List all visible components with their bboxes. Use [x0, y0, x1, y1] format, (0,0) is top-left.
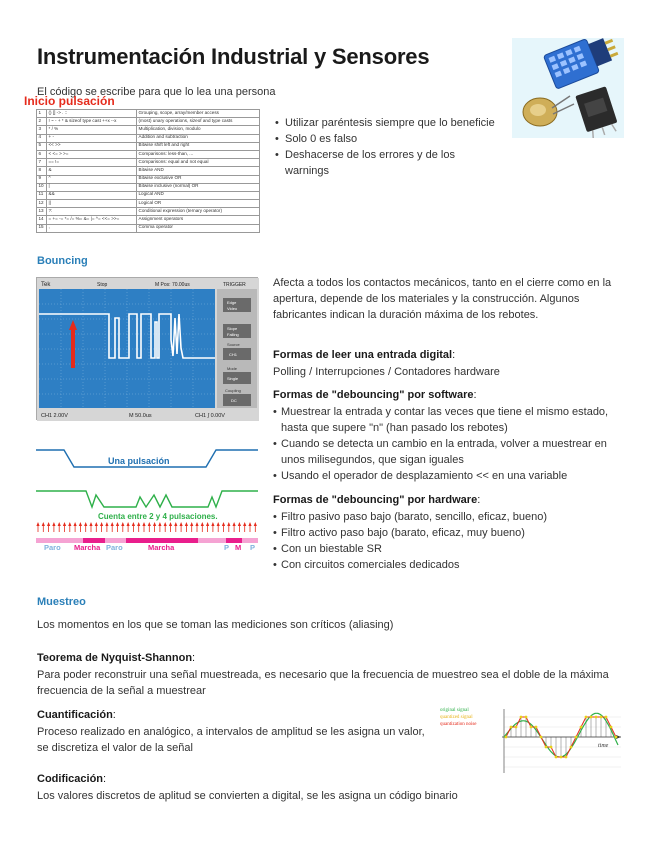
segment-p: P — [224, 543, 230, 552]
precedence-cell: == != — [47, 159, 137, 167]
precedence-cell: , — [47, 224, 137, 232]
sample-arrow — [89, 522, 92, 532]
cuantificacion-heading: Cuantificación: — [37, 709, 116, 721]
quantized-sample — [605, 716, 608, 719]
sw-list — [273, 404, 623, 484]
precedence-cell: 13 — [37, 208, 47, 216]
scope-single-label: Single — [227, 376, 239, 381]
precedence-row — [37, 118, 260, 126]
precedence-cell: Grouping, scope, array/member access — [137, 110, 260, 118]
muestreo-intro: Los momentos en los que se toman las mediciones son críticos (aliasing) — [37, 619, 394, 631]
sample-arrow — [217, 522, 220, 532]
sw-item: • Muestrear la entrada y contar las veces que tiene el mismo estado, hasta que supere "n" (han pasado los rebotes) — [273, 404, 623, 436]
precedence-row — [37, 208, 260, 216]
scope-tek-label: Tek — [41, 282, 51, 288]
bouncing-description: Afecta a todos los contactos mecánicos, tanto en el cierre como en la apertura, depende de los materiales y la construcción. Algunos fabricantes indican la duración máxima de los rebotes. — [273, 277, 612, 321]
precedence-cell: Conditional expression (ternary operator) — [137, 208, 260, 216]
sample-arrow — [127, 522, 130, 532]
quantized-sample — [615, 736, 618, 739]
sample-arrow — [116, 522, 119, 532]
scope-stop-label: Stop — [97, 282, 108, 288]
precedence-cell: 5 — [37, 142, 47, 150]
precedence-cell: Bitwise exclusive OR — [137, 175, 260, 183]
precedence-cell: Comparisons: less-than, ... — [137, 150, 260, 158]
sample-arrow — [233, 522, 236, 532]
precedence-cell: Comma operator — [137, 224, 260, 232]
codificacion-heading: Codificación: — [37, 773, 107, 785]
nyquist-text: Para poder reconstruir una señal muestreada, es necesario que la frecuencia de muestreo sea el doble de la máxima frecuencia de la señal a muestrear — [37, 669, 609, 697]
precedence-cell: 10 — [37, 183, 47, 191]
sample-arrow — [243, 522, 246, 532]
scope-mpos-label: M Pos: 70.00us — [155, 282, 190, 288]
precedence-row — [37, 200, 260, 208]
precedence-cell: Assignment operators — [137, 216, 260, 224]
sample-arrow — [132, 522, 135, 532]
cuenta-label: Cuenta entre 2 y 4 pulsaciones. — [98, 512, 218, 521]
precedence-cell: 15 — [37, 224, 47, 232]
muestreo-heading: Muestreo — [37, 596, 86, 608]
scope-coupling-label: Coupling — [225, 388, 241, 393]
precedence-cell: << >> — [47, 142, 137, 150]
precedence-cell: 1 — [37, 110, 47, 118]
precedence-cell: 3 — [37, 126, 47, 134]
precedence-row — [37, 150, 260, 158]
sample-arrow — [47, 522, 50, 532]
sample-arrow — [169, 522, 172, 532]
precedence-cell: ! ~ - + * & sizeof type cast ++x --x — [47, 118, 137, 126]
sample-arrow — [238, 522, 241, 532]
quantized-sample — [590, 716, 593, 719]
precedence-cell: Logical AND — [137, 191, 260, 199]
precedence-cell: Multiplication, division, modulo — [137, 126, 260, 134]
sample-arrow — [164, 522, 167, 532]
precedence-row — [37, 159, 260, 167]
page-title: Instrumentación Industrial y Sensores — [37, 44, 430, 69]
quantization-image — [438, 703, 621, 777]
precedence-cell: Comparisons: equal and not equal — [137, 159, 260, 167]
quantized-sample — [595, 716, 598, 719]
quantized-sample — [515, 726, 518, 729]
precedence-cell: 11 — [37, 191, 47, 199]
quantized-sample — [575, 736, 578, 739]
sample-arrow — [158, 522, 161, 532]
scope-inicio-label: Inicio pulsación — [24, 94, 115, 108]
sample-arrow — [180, 522, 183, 532]
precedence-cell: & — [47, 167, 137, 175]
precedence-cell: 14 — [37, 216, 47, 224]
precedence-cell: ^ — [47, 175, 137, 183]
quantized-sample — [610, 726, 613, 729]
scope-dc-label: DC — [231, 398, 237, 403]
scope-time-div: M 50.0us — [129, 413, 152, 419]
sample-arrow — [84, 522, 87, 532]
segment-marcha: Marcha — [148, 543, 175, 552]
scope-ch1-label: CH1 — [229, 352, 238, 357]
sample-arrow — [95, 522, 98, 532]
hw-item: • Filtro pasivo paso bajo (barato, sencillo, eficaz, bueno) — [273, 509, 623, 525]
scope-trigger-label: TRIGGER — [223, 282, 246, 288]
quantized-sample — [580, 726, 583, 729]
hw-item: • Filtro activo paso bajo (barato, eficaz, muy bueno) — [273, 525, 623, 541]
scope-trigger-level: CH1 ∫ 0.00V — [195, 413, 225, 419]
sample-arrow — [211, 522, 214, 532]
precedence-cell: || — [47, 200, 137, 208]
precedence-cell: () [] -> . :: — [47, 110, 137, 118]
precedence-cell: < <= > >= — [47, 150, 137, 158]
quantized-sample — [555, 756, 558, 759]
page-subtitle: El código se escribe para que lo lea una persona — [37, 86, 276, 98]
read-heading: Formas de leer una entrada digital: — [273, 349, 456, 361]
sample-arrow — [148, 522, 151, 532]
oscilloscope-image — [36, 277, 258, 420]
quantized-sample — [520, 716, 523, 719]
quantized-sample — [505, 736, 508, 739]
sample-arrow — [100, 522, 103, 532]
hw-item: • Con circuitos comerciales dedicados — [273, 557, 623, 573]
precedence-row — [37, 183, 260, 191]
precedence-cell: && — [47, 191, 137, 199]
precedence-cell: ?: — [47, 208, 137, 216]
precedence-cell: 12 — [37, 200, 47, 208]
segment-marcha: Marcha — [74, 543, 101, 552]
segment-p: P — [250, 543, 256, 552]
precedence-cell: Bitwise AND — [137, 167, 260, 175]
segment-m: M — [235, 543, 242, 552]
sample-arrow — [190, 522, 193, 532]
tip-item: • Utilizar paréntesis siempre que lo beneficie — [275, 115, 500, 131]
scope-video-label: Video — [227, 306, 238, 311]
sw-heading: Formas de "debouncing" por software: — [273, 389, 477, 401]
codificacion-text: Los valores discretos de aplitud se convierten a digital, se les asigna un código binario — [37, 790, 458, 802]
quantized-sample — [565, 756, 568, 759]
scope-edge-label: Edge — [227, 300, 237, 305]
quantized-sample — [550, 746, 553, 749]
tip-item: • Deshacerse de los errores y de los warnings — [275, 147, 500, 179]
precedence-row — [37, 216, 260, 224]
quantized-sample — [530, 726, 533, 729]
quantized-sample — [585, 716, 588, 719]
precedence-row — [37, 142, 260, 150]
sample-arrow — [52, 522, 55, 532]
precedence-cell: Addition and subtraction — [137, 134, 260, 142]
read-text: Polling / Interrupciones / Contadores hardware — [273, 366, 500, 378]
precedence-cell: 6 — [37, 150, 47, 158]
precedence-row — [37, 110, 260, 118]
sample-arrow — [206, 522, 209, 532]
precedence-cell: + - — [47, 134, 137, 142]
precedence-cell: Logical OR — [137, 200, 260, 208]
precedence-cell: * / % — [47, 126, 137, 134]
sample-arrow — [42, 522, 45, 532]
cuantificacion-text: Proceso realizado en analógico, a intervalos de amplitud se les asigna un valor, se discretiza el valor de la señal — [37, 726, 425, 754]
operator-precedence-table — [36, 109, 260, 233]
precedence-row — [37, 134, 260, 142]
precedence-cell: 8 — [37, 167, 47, 175]
quantized-sample — [510, 726, 513, 729]
scope-slope-label: Slope — [227, 326, 238, 331]
sample-arrow — [63, 522, 66, 532]
hw-list — [273, 509, 623, 573]
sample-arrow — [74, 522, 77, 532]
scope-falling-label: Falling — [227, 332, 239, 337]
precedence-row — [37, 175, 260, 183]
quantized-sample — [535, 726, 538, 729]
scope-mode-label: Mode — [227, 366, 238, 371]
sample-arrow — [105, 522, 108, 532]
sample-arrow — [227, 522, 230, 532]
sample-arrow — [58, 522, 61, 532]
sample-arrow — [254, 522, 257, 532]
sample-arrow — [36, 522, 39, 532]
tip-item: • Solo 0 es falso — [275, 131, 500, 147]
sample-arrow — [137, 522, 140, 532]
sample-arrow — [185, 522, 188, 532]
sample-arrow — [248, 522, 251, 532]
precedence-cell: Bitwise inclusive (normal) OR — [137, 183, 260, 191]
segment-paro: Paro — [44, 543, 61, 552]
hw-item: • Con un biestable SR — [273, 541, 623, 557]
precedence-row — [37, 191, 260, 199]
sample-arrow — [153, 522, 156, 532]
precedence-row — [37, 224, 260, 232]
precedence-cell: | — [47, 183, 137, 191]
sample-arrow — [222, 522, 225, 532]
scope-ch1-volts: CH1 2.00V — [41, 413, 68, 419]
quantized-sample — [600, 716, 603, 719]
quantized-sample — [525, 716, 528, 719]
sample-arrow — [111, 522, 114, 532]
precedence-cell: (most) unary operations, sizeof and type casts — [137, 118, 260, 126]
sensor-image — [512, 38, 624, 138]
legend-original: original signal — [440, 708, 469, 713]
sw-item: • Cuando se detecta un cambio en la entrada, volver a muestrear en unos milisegundos, que sigan iguales — [273, 436, 623, 468]
sample-arrow — [142, 522, 145, 532]
bouncing-heading: Bouncing — [37, 255, 88, 267]
precedence-cell: 9 — [37, 175, 47, 183]
precedence-cell: 7 — [37, 159, 47, 167]
legend-quantized: quantized signal — [440, 715, 473, 720]
sw-item: • Usando el operador de desplazamiento << en una variable — [273, 468, 623, 484]
precedence-row — [37, 167, 260, 175]
nyquist-heading: Teorema de Nyquist-Shannon: — [37, 652, 196, 664]
hw-heading: Formas de "debouncing" por hardware: — [273, 494, 481, 506]
scope-source-label: Source — [227, 342, 240, 347]
precedence-cell: = += -= *= /= %= &= |= ^= <<= >>= — [47, 216, 137, 224]
quantized-sample — [540, 736, 543, 739]
precedence-cell: 2 — [37, 118, 47, 126]
quantized-sample — [560, 756, 563, 759]
precedence-cell: Bitwise shift left and right — [137, 142, 260, 150]
sample-arrow — [121, 522, 124, 532]
precedence-row — [37, 126, 260, 134]
una-pulsacion-label: Una pulsación — [108, 456, 170, 466]
legend-time: time — [598, 743, 609, 749]
legend-noise: quantization noise — [440, 722, 477, 727]
quantized-sample — [570, 746, 573, 749]
sample-arrow — [68, 522, 71, 532]
sample-arrow — [195, 522, 198, 532]
quantized-sample — [545, 746, 548, 749]
precedence-cell: 4 — [37, 134, 47, 142]
sample-arrow — [174, 522, 177, 532]
sample-arrow — [201, 522, 204, 532]
segment-paro: Paro — [106, 543, 123, 552]
tips-list — [275, 115, 500, 179]
sample-arrow — [79, 522, 82, 532]
